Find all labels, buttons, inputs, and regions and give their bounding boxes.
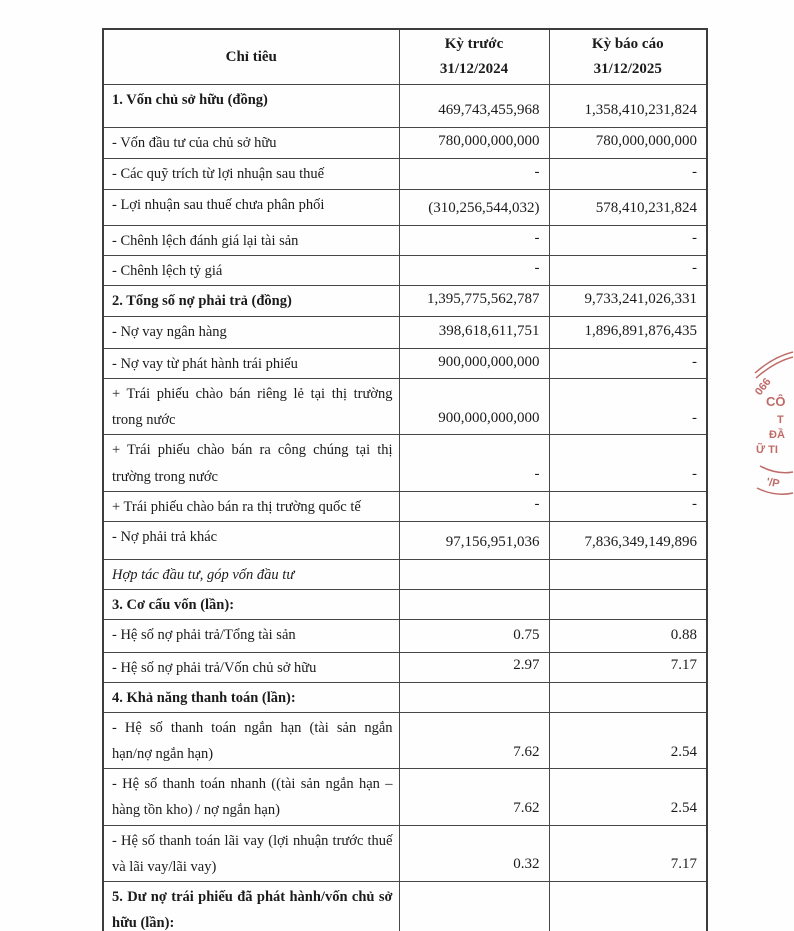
row-label: - Nợ vay ngân hàng [103,317,399,349]
curr-value [549,683,707,713]
row-label: + Trái phiếu chào bán ra thị trường quốc tế [103,491,399,521]
table-row [103,286,707,317]
prev-value: - [399,435,549,491]
seal-outer-arc-bottom [757,488,793,494]
table-row [103,256,707,286]
prev-value: 7.62 [399,769,549,825]
row-label: 4. Khả năng thanh toán (lần): [103,683,399,713]
row-label: + Trái phiếu chào bán ra công chúng tại thị trường trong nước [103,435,399,491]
table-row [103,683,707,713]
table-row [103,589,707,619]
seal-outer-arc-top [755,352,793,373]
row-label: - Hệ số thanh toán ngắn hạn (tài sản ngắn hạn/nợ ngắn hạn) [103,713,399,769]
prev-value [399,559,549,589]
report-period-date: 31/12/2025 [593,61,662,77]
curr-value: 7,836,349,149,896 [549,521,707,559]
row-label: - Hệ số thanh toán lãi vay (lợi nhuận trước thuế và lãi vay/lãi vay) [103,825,399,881]
row-label: - Nợ vay từ phát hành trái phiếu [103,349,399,379]
curr-value [549,881,707,931]
prev-value: - [399,491,549,521]
column-header-chi-tieu: Chỉ tiêu [103,29,399,85]
seal-text-fragment-t: T [777,414,784,426]
prev-value: 469,743,455,968 [399,85,549,128]
seal-inner-arc-bottom [760,466,793,473]
row-label: - Lợi nhuận sau thuế chưa phân phối [103,190,399,226]
seal-text-fragment-p: '/P [765,476,781,491]
curr-value: 578,410,231,824 [549,190,707,226]
row-label: - Chênh lệch tỷ giá [103,256,399,286]
curr-value: 9,733,241,026,331 [549,286,707,317]
prev-value [399,683,549,713]
curr-value: - [549,256,707,286]
prev-value: 900,000,000,000 [399,379,549,435]
curr-value [549,589,707,619]
row-label: - Nợ phải trả khác [103,521,399,559]
row-label: - Hệ số thanh toán nhanh ((tài sản ngắn hạn – hàng tồn kho) / nợ ngắn hạn) [103,769,399,825]
prev-value: 0.32 [399,825,549,881]
seal-text-fragment-u-ti: Ữ TI [756,444,778,456]
prev-value: - [399,226,549,256]
table-row [103,435,707,491]
table-row [103,226,707,256]
prev-value: 900,000,000,000 [399,349,549,379]
table-row [103,128,707,159]
row-label: - Hệ số nợ phải trả/Vốn chủ sở hữu [103,652,399,682]
curr-value: 7.17 [549,652,707,682]
table-row [103,713,707,769]
curr-value: - [549,159,707,190]
prev-value: 780,000,000,000 [399,128,549,159]
prev-value: (310,256,544,032) [399,190,549,226]
curr-value: - [549,491,707,521]
table-row [103,159,707,190]
row-label: - Vốn đầu tư của chủ sở hữu [103,128,399,159]
report-period-title: Kỳ báo cáo [591,36,664,52]
seal-inner-arc-top [756,357,793,378]
table-row [103,349,707,379]
column-header-report-period [549,29,707,85]
prev-value: 7.62 [399,713,549,769]
curr-value: 2.54 [549,769,707,825]
prev-value: - [399,159,549,190]
column-header-prev-period [399,29,549,85]
row-label: + Trái phiếu chào bán riêng lẻ tại thị trường trong nước [103,379,399,435]
curr-value: 1,896,891,876,435 [549,317,707,349]
curr-value: - [549,435,707,491]
row-label: 1. Vốn chủ sở hữu (đồng) [103,85,399,128]
curr-value: 0.88 [549,619,707,652]
curr-value: 2.54 [549,713,707,769]
row-label: - Hệ số nợ phải trả/Tổng tài sản [103,619,399,652]
table-row [103,317,707,349]
seal-text-fragment-co: CÔ [766,394,786,409]
table-row [103,652,707,682]
curr-value [549,559,707,589]
table-row [103,379,707,435]
row-label: - Các quỹ trích từ lợi nhuận sau thuế [103,159,399,190]
prev-value [399,589,549,619]
table-row [103,619,707,652]
table-row [103,559,707,589]
table-row [103,521,707,559]
table-row [103,491,707,521]
company-seal-stamp [753,349,794,499]
curr-value: - [549,379,707,435]
financial-indicators-table [102,28,708,931]
prev-value [399,881,549,931]
table-row [103,881,707,931]
prev-period-title: Kỳ trước [444,36,504,52]
prev-value: 1,395,775,562,787 [399,286,549,317]
prev-value: - [399,256,549,286]
curr-value: - [549,226,707,256]
row-label: - Chênh lệch đánh giá lại tài sản [103,226,399,256]
curr-value: 7.17 [549,825,707,881]
prev-value: 398,618,611,751 [399,317,549,349]
table-row [103,825,707,881]
curr-value: 780,000,000,000 [549,128,707,159]
table-header-row [103,29,707,85]
row-label: 2. Tổng số nợ phải trả (đồng) [103,286,399,317]
seal-text-fragment-dau: ĐẦ [769,429,785,441]
row-label: Hợp tác đầu tư, góp vốn đầu tư [103,559,399,589]
prev-value: 97,156,951,036 [399,521,549,559]
prev-period-date: 31/12/2024 [439,61,509,77]
prev-value: 2.97 [399,652,549,682]
prev-value: 0.75 [399,619,549,652]
table-row [103,85,707,128]
seal-number-fragment: 066 [753,375,774,398]
row-label: 3. Cơ cấu vốn (lần): [103,589,399,619]
table-row [103,190,707,226]
row-label: 5. Dư nợ trái phiếu đã phát hành/vốn chủ sở hữu (lần): [103,881,399,931]
table-row [103,769,707,825]
curr-value: - [549,349,707,379]
curr-value: 1,358,410,231,824 [549,85,707,128]
